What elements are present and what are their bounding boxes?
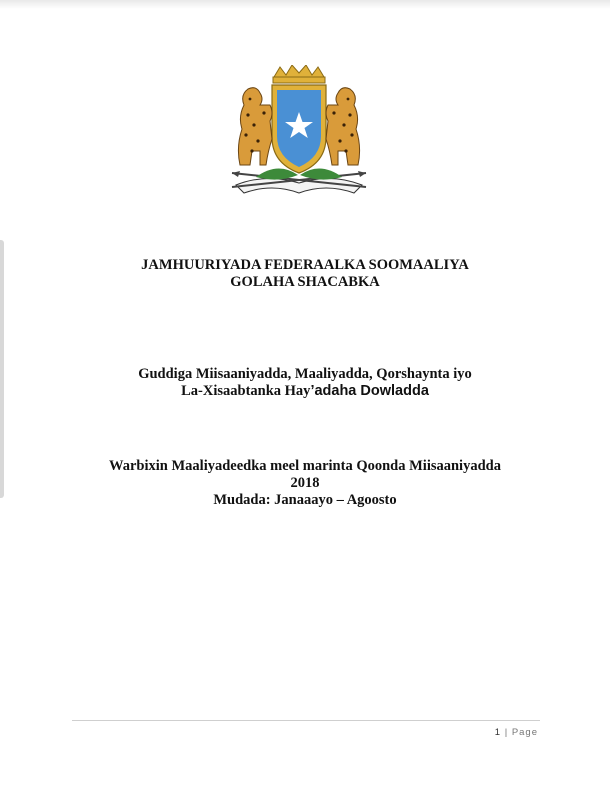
committee-title-block: [0, 366, 610, 400]
parliament-name: GOLAHA SHACABKA: [230, 274, 380, 290]
coat-of-arms-emblem: [226, 65, 372, 205]
republic-title-block: [0, 257, 610, 291]
report-year: 2018: [290, 475, 320, 491]
report-title-block: [0, 458, 610, 509]
page-separator: |: [504, 727, 509, 738]
footer-divider: [72, 720, 540, 721]
page-footer: [495, 727, 538, 738]
committee-name-line2: [0, 383, 610, 400]
page-word: Page: [511, 727, 538, 738]
page-top-edge: [0, 0, 610, 9]
report-title: Warbixin Maaliyadeedka meel marinta Qoonda Miisaaniyadda: [109, 458, 501, 474]
report-period: Mudada: Janaaayo – Agoosto: [213, 492, 397, 508]
committee-name-line2-sans: ’adaha Dowladda: [310, 383, 429, 399]
committee-name-line2-serif: La-Xisaabtanka Hay: [181, 383, 311, 399]
republic-name: JAMHUURIYADA FEDERAALKA SOOMAALIYA: [141, 257, 469, 273]
committee-name-line1: Guddiga Miisaaniyadda, Maaliyadda, Qorshaynta iyo: [138, 366, 472, 382]
page-number: 1: [494, 727, 502, 738]
